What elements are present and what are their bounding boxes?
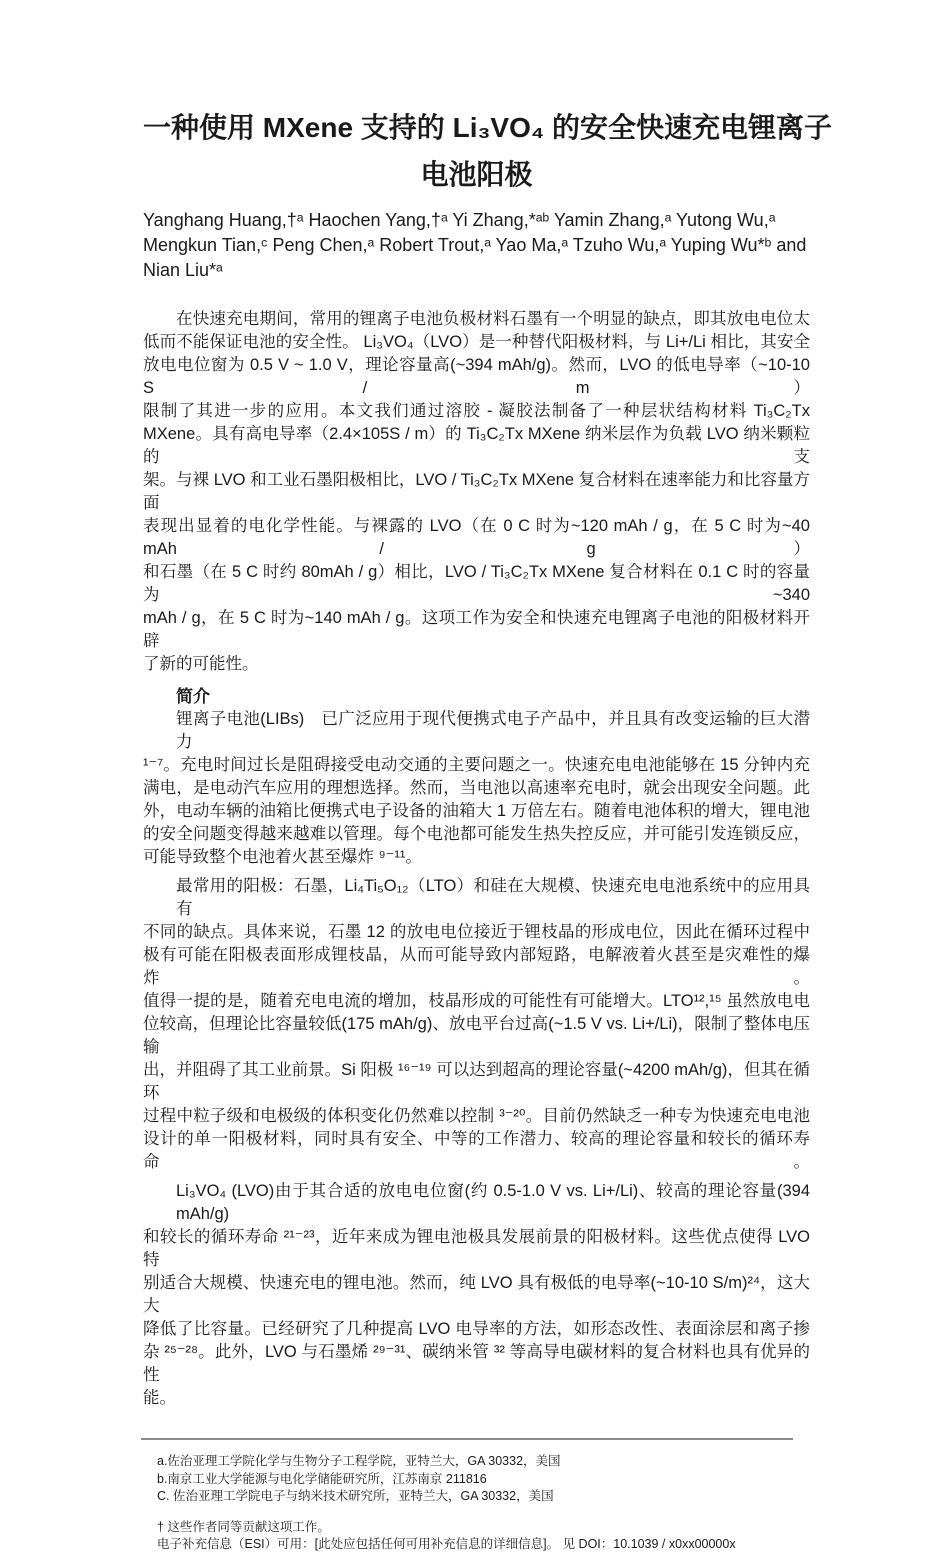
body-line: 可能导致整个电池着火甚至爆炸 ⁹⁻¹¹。 <box>143 848 422 866</box>
abstract-line: 限制了其进一步的应用。本文我们通过溶胶 - 凝胶法制备了一种层状结构材料 Ti₃C₂Tx <box>143 402 810 420</box>
equal-contribution-note: † 这些作者同等贡献这项工作。 <box>157 1519 330 1534</box>
abstract-line: MXene。具有高电导率（2.4×105S / m）的 Ti₃C₂Tx MXene 纳米层作为负载 LVO 纳米颗粒的支 <box>143 425 810 466</box>
abstract-line: 了新的可能性。 <box>143 655 259 673</box>
body-line: ¹⁻⁷。充电时间过长是阻碍接受电动交通的主要问题之一。快速充电电池能够在 15 分钟内充 <box>143 756 810 774</box>
body-line: 最常用的阳极：石墨，Li₄Ti₅O₁₂（LTO）和硅在大规模、快速充电电池系统中的应用具有 <box>176 877 810 918</box>
body-line: 满电，是电动汽车应用的理想选择。然而，当电池以高速率充电时，就会出现安全问题。此 <box>143 779 810 797</box>
abstract-line: 表现出显着的电化学性能。与裸露的 LVO（在 0 C 时为~120 mAh / g，在 5 C 时为~40 mAh / g） <box>143 517 810 558</box>
body-line: 和较长的循环寿命 ²¹⁻²³，近年来成为锂电池极具发展前景的阳极材料。这些优点使得 LVO 特 <box>143 1228 810 1269</box>
abstract-line: mAh / g，在 5 C 时为~140 mAh / g。这项工作为安全和快速充电锂离子电池的阳极材料开辟 <box>143 609 810 650</box>
intro-paragraph-2 <box>143 875 810 1174</box>
intro-paragraph-1 <box>143 708 810 869</box>
abstract-line: 放电电位窗为 0.5 V ~ 1.0 V，理论容量高(~394 mAh/g)。然而，LVO 的低电导率（~10-10 S / m） <box>143 356 810 397</box>
footnote-notes <box>157 1519 810 1554</box>
author-line: Mengkun Tian,ᶜ Peng Chen,ᵃ Robert Trout,ᵃ Yao Ma,ᵃ Tzuho Wu,ᵃ Yuping Wu*ᵇ and <box>143 235 807 255</box>
author-line: Nian Liu*ᵃ <box>143 260 223 280</box>
body-line: 降低了比容量。已经研究了几种提高 LVO 电导率的方法，如形态改性、表面涂层和离子掺 <box>143 1320 810 1338</box>
body-line: 别适合大规模、快速充电的锂电池。然而，纯 LVO 具有极低的电导率(~10-10 S/m)²⁴，这大大 <box>143 1274 810 1315</box>
abstract-line: 低而不能保证电池的安全性。 Li₃VO₄（LVO）是一种替代阳极材料，与 Li+/Li 相比，其安全 <box>143 333 810 351</box>
page-content <box>143 0 832 1554</box>
body-line: 外，电动车辆的油箱比便携式电子设备的油箱大 1 万倍左右。随着电池体积的增大，锂电池 <box>143 802 810 820</box>
abstract-line: 架。与裸 LVO 和工业石墨阳极相比，LVO / Ti₃C₂Tx MXene 复合材料在速率能力和比容量方面 <box>143 471 810 512</box>
body-line: 极有可能在阳极表面形成锂枝晶，从而可能导致内部短路，电解液着火甚至是灾难性的爆炸。 <box>143 946 810 987</box>
affiliation-c: C. 佐治亚理工学院电子与纳米技术研究所，亚特兰大，GA 30332，美国 <box>157 1489 554 1503</box>
body-line: 值得一提的是，随着充电电流的增加，枝晶形成的可能性有可能增大。LTO¹²,¹⁵ 虽然放电电 <box>143 992 810 1010</box>
paper-title-line: 电池阳极 <box>420 159 533 190</box>
section-heading-introduction: 简介 <box>176 687 210 706</box>
body-line: 出，并阻碍了其工业前景。Si 阳极 ¹⁶⁻¹⁹ 可以达到超高的理论容量(~4200 mAh/g)，但其在循环 <box>143 1061 810 1102</box>
paper-title <box>143 104 832 198</box>
body-line: 锂离子电池(LIBs) 已广泛应用于现代便携式电子产品中，并且具有改变运输的巨大潜力 <box>176 710 810 751</box>
body-line: 位较高，但理论比容量较低(175 mAh/g)、放电平台过高(~1.5 V vs. Li+/Li)，限制了整体电压输 <box>143 1015 810 1056</box>
body-line: 设计的单一阳极材料，同时具有安全、中等的工作潜力、较高的理论容量和较长的循环寿命。 <box>143 1130 810 1171</box>
body-line: 过程中粒子级和电极级的体积变化仍然难以控制 ³⁻²⁰。目前仍然缺乏一种专为快速充电电池 <box>143 1107 810 1125</box>
abstract-line: 在快速充电期间，常用的锂离子电池负极材料石墨有一个明显的缺点，即其放电电位太 <box>176 310 810 328</box>
body-line: 的安全问题变得越来越难以管理。每个电池都可能发生热失控反应，并可能引发连锁反应， <box>143 825 810 843</box>
affiliation-b: b.南京工业大学能源与电化学储能研究所，江苏南京 211816 <box>157 1471 487 1486</box>
affiliation-a: a.佐治亚理工学院化学与生物分子工程学院，亚特兰大，GA 30332，美国 <box>157 1454 561 1468</box>
paper-title-line: 一种使用 MXene 支持的 Li₃VO₄ 的安全快速充电锂离子 <box>143 112 832 143</box>
esi-note: 电子补充信息（ESI）可用：[此处应包括任何可用补充信息的详细信息]。 见 DOI：10.1039 / x0xx00000x <box>157 1537 736 1551</box>
footnotes <box>143 1453 810 1554</box>
body-line: Li₃VO₄ (LVO)由于其合适的放电电位窗(约 0.5-1.0 V vs. Li+/Li)、较高的理论容量(394 mAh/g) <box>176 1182 810 1223</box>
abstract <box>143 308 810 676</box>
author-line: Yanghang Huang,†ᵃ Haochen Yang,†ᵃ Yi Zhang,*ᵃᵇ Yamin Zhang,ᵃ Yutong Wu,ᵃ <box>143 210 776 230</box>
intro-paragraph-3 <box>143 1180 810 1410</box>
body-line: 杂 ²⁵⁻²⁸。此外，LVO 与石墨烯 ²⁹⁻³¹、碳纳米管 ³² 等高导电碳材料的复合材料也具有优异的性 <box>143 1343 810 1384</box>
author-list <box>143 208 810 283</box>
body-line: 能。 <box>143 1389 176 1407</box>
footnote-divider <box>141 1438 793 1440</box>
body-line: 不同的缺点。具体来说，石墨 12 的放电电位接近于锂枝晶的形成电位，因此在循环过程中 <box>143 923 810 941</box>
abstract-line: 和石墨（在 5 C 时约 80mAh / g）相比，LVO / Ti₃C₂Tx MXene 复合材料在 0.1 C 时的容量为~340 <box>143 563 810 604</box>
